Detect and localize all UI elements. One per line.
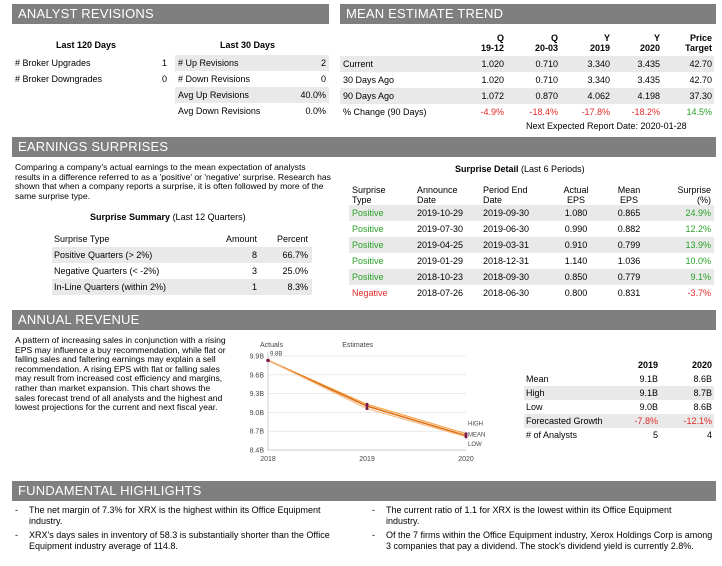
cell: -18.4% [529,107,558,117]
mean-eps: 0.799 [617,240,641,250]
period-end-date: 2019-03-31 [483,240,530,250]
header-line2: Target [685,43,712,53]
row-label: Current [343,59,374,69]
cell: 5 [652,430,658,440]
row-value: 0 [320,74,326,84]
table-row [340,104,714,120]
summary-percent: 25.0% [282,266,308,276]
revenue-chart [226,336,496,466]
actual-eps: 0.800 [564,288,588,298]
last30-header: Last 30 Days [220,40,276,50]
announce-date: 2019-04-25 [417,240,464,250]
last120-table [15,55,167,87]
actual-eps: 1.140 [564,256,588,266]
cell: 3.435 [637,75,660,85]
row-label: # Broker Downgrades [15,74,103,84]
surprise-pct: 10.0% [685,256,711,266]
row-label: High [526,388,545,398]
cell: 4 [706,430,712,440]
header-line1: Price [689,33,712,43]
surprise-pct: 9.1% [690,272,711,282]
table-row [52,263,312,279]
announce-date: 2018-10-23 [417,272,464,282]
chart-series [266,359,467,439]
table-header-row [340,31,714,53]
column-header [655,181,714,205]
surprise-type: Positive [352,224,384,234]
table-row [175,55,329,71]
table-row [175,103,329,119]
row-label: Low [526,402,543,412]
table-row [524,386,714,400]
highlight-item [15,505,345,527]
surprise-pct: 12.2% [685,224,711,234]
summary-title-text: Surprise Summary [90,212,171,222]
cell: 3.340 [587,59,610,69]
header-line2: (%) [697,195,711,205]
header-line1: Y [603,33,610,43]
actual-eps: 0.990 [564,224,588,234]
cell: 14.5% [686,107,712,117]
mean-estimate-table [340,31,714,120]
header-line2: EPS [566,195,585,205]
period-end-date: 2018-12-31 [483,256,530,266]
table-row [52,247,312,263]
column-header [560,31,612,53]
actual-value-label: 9.8B [270,351,283,358]
summary-amount: 8 [252,250,258,260]
announce-date: 2019-07-30 [417,224,464,234]
column-header [349,181,417,205]
surprise-detail-title [455,164,585,174]
dash-bullet: - [15,530,18,540]
table-header-row [349,181,714,205]
row-label: Avg Down Revisions [178,106,261,116]
actual-eps: 0.910 [564,240,588,250]
row-value: 0 [161,74,167,84]
table-row [524,414,714,428]
cell: 3.340 [587,75,610,85]
column-header: Amount [226,234,258,244]
dash-bullet: - [372,505,375,515]
announce-date: 2019-10-29 [417,208,464,218]
period-end-date: 2019-09-30 [483,208,530,218]
mean-estimate-header: MEAN ESTIMATE TREND [340,4,716,24]
row-value: 1 [161,58,167,68]
header-line1: Mean [617,185,641,195]
summary-subtitle-text: (Last 12 Quarters) [172,212,246,222]
cell: -12.1% [683,416,712,426]
cell: -7.8% [634,416,658,426]
cell: 1.020 [481,59,504,69]
cell: 8.7B [693,388,712,398]
actual-eps: 0.850 [564,272,588,282]
mean-eps: 1.036 [617,256,641,266]
column-header [456,31,506,53]
header-line1: Period End [483,185,528,195]
row-value: 2 [320,58,326,68]
cell: 8.6B [693,374,712,384]
table-row [524,428,714,442]
actuals-label: Actuals [260,342,283,349]
series-end-label: LOW [468,441,482,448]
cell: 0.870 [535,91,558,101]
summary-percent: 66.7% [282,250,308,260]
summary-percent: 8.3% [287,282,308,292]
series-end-label: HIGH [468,421,483,428]
header-line1: Q [496,33,504,43]
cell: 1.020 [481,75,504,85]
actual-data-point [266,359,270,363]
row-label: % Change (90 Days) [343,107,427,117]
table-row [349,221,714,237]
mean-eps: 0.831 [617,288,641,298]
period-end-date: 2019-06-30 [483,224,530,234]
cell: -4.9% [480,107,504,117]
fundamental-highlights-header: FUNDAMENTAL HIGHLIGHTS [12,481,716,501]
header-line1: Surprise [352,185,386,195]
estimates-label: Estimates [342,342,373,349]
cell: 0.710 [535,59,558,69]
chart-grid [268,352,466,450]
y-tick-label: 9.0B [249,409,264,417]
column-header [524,358,616,372]
actual-eps: 1.080 [564,208,588,218]
announce-date: 2019-01-29 [417,256,464,266]
surprise-pct: -3.7% [687,288,711,298]
chart-labels [250,342,486,463]
y-tick-label: 8.7B [249,428,264,436]
header-line1: Y [653,33,660,43]
header-line2: 20-03 [534,43,558,53]
row-label: Mean [526,374,549,384]
table-row [524,400,714,414]
surprise-summary-table [52,231,312,295]
cell: 9.1B [639,388,658,398]
header-line2: 2019 [589,43,610,53]
cell: 8.6B [693,402,712,412]
mean-eps: 0.882 [617,224,641,234]
cell: 0.710 [535,75,558,85]
summary-type: Positive Quarters (> 2%) [54,250,153,260]
column-header: 2019 [637,360,658,370]
surprise-pct: 13.9% [685,240,711,250]
earnings-description: Comparing a company's actual earnings to the mean expectation of analysts results in a difference referred to as a 'positive' or 'negative' surprise. Research has shown that when a company reports a surprise, it is often followed by more of the same surprise type. [15,162,331,201]
header-line1: Announce [417,185,458,195]
series-end-label: MEAN [468,432,486,439]
annual-revenue-header: ANNUAL REVENUE [12,310,716,330]
row-value: 0.0% [305,106,326,116]
row-label: 90 Days Ago [343,91,395,101]
column-header [417,181,483,205]
highlight-text: The current ratio of 1.1 for XRX is the lowest within its Office Equipment industry. [386,505,672,526]
row-label: # Broker Upgrades [15,58,91,68]
x-tick-label: 2020 [458,456,474,463]
column-header: 2020 [691,360,712,370]
table-row [52,279,312,295]
next-report-date: Next Expected Report Date: 2020-01-28 [526,121,687,131]
highlight-text: The net margin of 7.3% for XRX is the highest within its Office Equipment industry. [29,505,321,526]
period-end-date: 2018-06-30 [483,288,530,298]
revenue-description: A pattern of increasing sales in conjunction with a rising EPS may influence a buy recommendation, while flat or falling sales and faltering earnings may explain a sell recommendation. A rising EPS with flat or falling sales may result from increased cost efficiency and margins, rather than market expansion. This chart shows the sales forecast trend of all analysts and the highest and lowest projections for the current and next fiscal year. [15,335,226,413]
header-line1: Q [550,33,558,43]
detail-subtitle-text: (Last 6 Periods) [521,164,585,174]
table-row [349,253,714,269]
row-label: # Up Revisions [178,58,239,68]
highlight-item [372,505,717,527]
cell: -18.2% [631,107,660,117]
row-label: # Down Revisions [178,74,251,84]
cell: 4.198 [637,91,660,101]
cell: 37.30 [689,91,712,101]
header-line2: Date [483,195,503,205]
column-header [549,181,603,205]
table-row [349,269,714,285]
y-tick-label: 9.9B [249,353,264,361]
highlight-item [372,530,717,564]
y-tick-label: 9.3B [249,391,264,399]
data-point [366,407,369,410]
column-header [603,181,655,205]
surprise-pct: 24.9% [685,208,711,218]
highlight-text: Of the 7 firms within the Office Equipment industry, Xerox Holdings Corp is among 3 companies that pay a dividend. The stock's dividend yield is currently 2.8%. [386,530,713,551]
table-row [349,285,714,301]
series-line-high [268,360,466,433]
revenue-estimates-table [524,358,714,442]
table-row [524,372,714,386]
header-line1: Surprise [677,185,711,195]
y-tick-label: 8.4B [249,447,264,455]
cell: 3.435 [637,59,660,69]
table-row [340,56,714,72]
analyst-revisions-header: ANALYST REVISIONS [12,4,329,24]
header-line2: 2020 [639,43,660,53]
row-label: # of Analysts [526,430,578,440]
table-row [340,88,714,104]
table-row [340,72,714,88]
dash-bullet: - [15,505,18,515]
summary-type: Negative Quarters (< -2%) [54,266,160,276]
column-header [483,181,549,205]
y-tick-label: 9.6B [249,372,264,380]
header-line2: 19-12 [480,43,504,53]
mean-eps: 0.865 [617,208,641,218]
last120-header: Last 120 Days [56,40,117,50]
cell: 42.70 [689,75,712,85]
x-tick-label: 2019 [359,456,375,463]
column-header [506,31,560,53]
header-line2: Date [417,195,437,205]
row-label: Avg Up Revisions [178,90,249,100]
table-header-row [52,231,312,247]
surprise-type: Negative [352,288,388,298]
cell: -17.8% [581,107,610,117]
cell: 9.1B [639,374,658,384]
period-end-date: 2018-09-30 [483,272,530,282]
cell: 1.072 [481,91,504,101]
column-header: Surprise Type [54,234,110,244]
row-label: 30 Days Ago [343,75,395,85]
surprise-type: Positive [352,240,384,250]
cell: 4.062 [587,91,610,101]
row-label: Forecasted Growth [526,416,603,426]
summary-amount: 3 [252,266,258,276]
surprise-type: Positive [352,272,384,282]
cell: 42.70 [689,59,712,69]
column-header [662,31,714,53]
table-row [15,55,167,71]
summary-amount: 1 [252,282,258,292]
detail-title-text: Surprise Detail [455,164,519,174]
table-row [349,205,714,221]
cell: 9.0B [639,402,658,412]
header-line1: Actual [563,185,589,195]
mean-eps: 0.779 [617,272,641,282]
header-line2: Type [352,195,372,205]
table-row [15,71,167,87]
table-row [175,71,329,87]
column-header [612,31,662,53]
x-tick-label: 2018 [260,456,276,463]
summary-type: In-Line Quarters (within 2%) [54,282,167,292]
table-row [175,87,329,103]
header-line2: EPS [619,195,638,205]
highlight-item [15,530,345,552]
surprise-detail-table [349,181,714,301]
last30-table [175,55,329,119]
column-header [340,31,456,53]
surprise-type: Positive [352,256,384,266]
column-header: Percent [276,234,308,244]
highlight-text: XRX's days sales in inventory of 58.3 is substantially shorter than the Office Equipment industry average of 114.8. [29,530,330,551]
dash-bullet: - [372,530,375,540]
table-row [349,237,714,253]
earnings-surprises-header: EARNINGS SURPRISES [12,137,716,157]
row-value: 40.0% [300,90,326,100]
announce-date: 2018-07-26 [417,288,464,298]
surprise-summary-title [90,212,246,222]
table-header-row [524,358,714,372]
surprise-type: Positive [352,208,384,218]
